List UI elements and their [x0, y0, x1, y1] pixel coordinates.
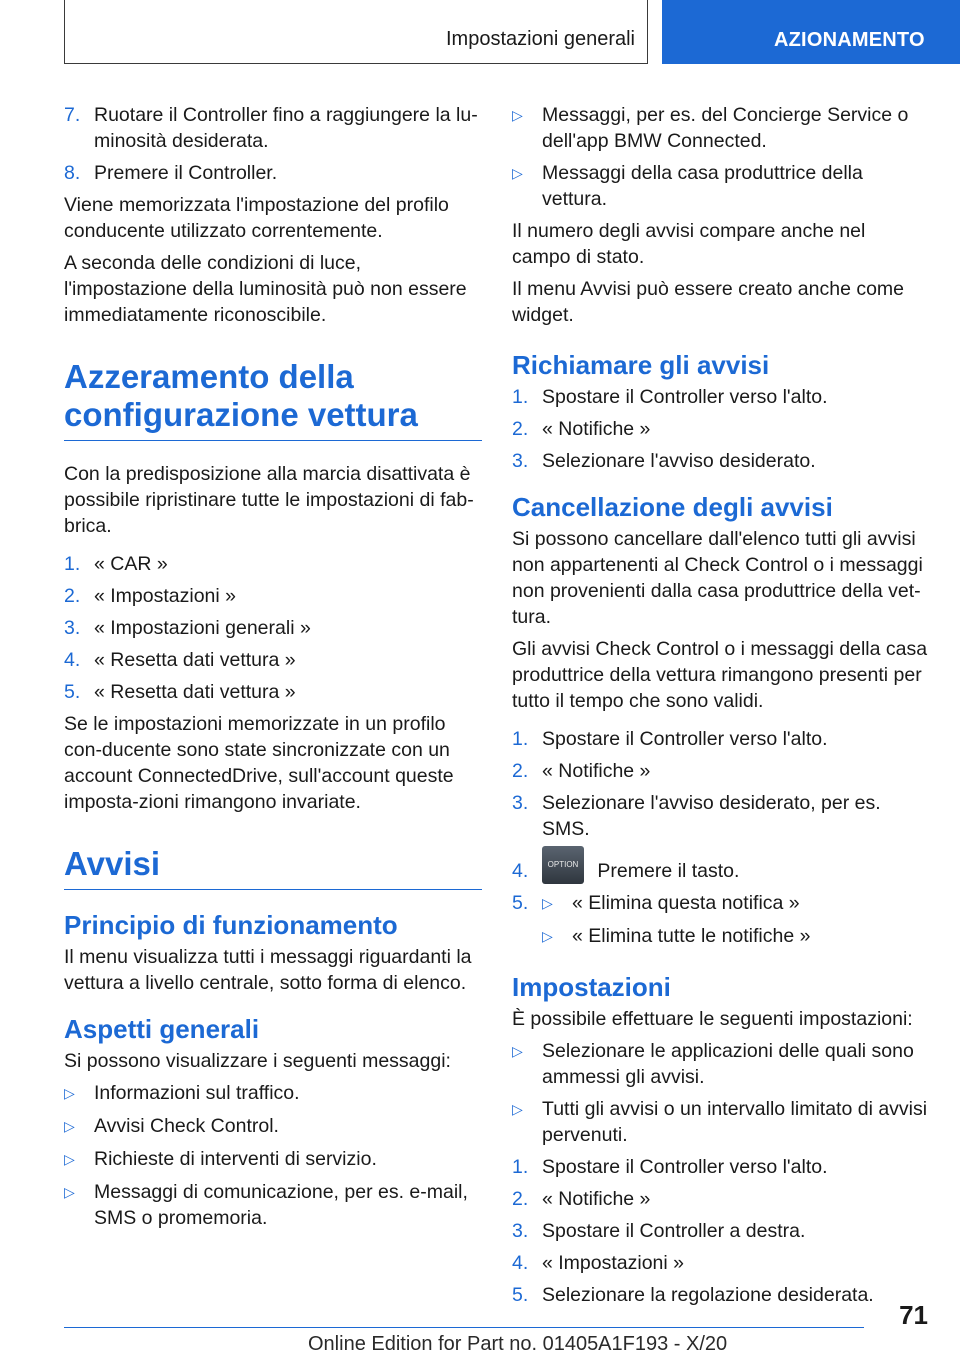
heading-aspetti: Aspetti generali [64, 1014, 260, 1044]
step-number: 5. [512, 1284, 529, 1306]
heading-reset-block [64, 358, 482, 441]
heading-impostazioni: Impostazioni [512, 972, 671, 1002]
step-text: « Impostazioni generali » [94, 617, 311, 639]
triangle-bullet-icon: ▷ [64, 1184, 75, 1200]
bullet-text: Messaggi di comunicazione, per es. e-mail, SMS o promemoria. [94, 1181, 468, 1229]
heading-avvisi-block [64, 845, 482, 890]
header-chapter-tab [662, 0, 960, 64]
page-number: 71 [899, 1300, 928, 1330]
list-item [512, 416, 928, 442]
step-text: Selezionare la regolazione desiderata. [542, 1284, 874, 1306]
paragraph: Il menu visualizza tutti i messaggi riguardanti la vettura a livello centrale, sotto forma di elenco. [64, 946, 472, 994]
step-number: 5. [64, 681, 81, 703]
list-item [64, 679, 482, 705]
paragraph: A seconda delle condizioni di luce, l'impostazione della luminosità può non essere immediatamente riconoscibile. [64, 252, 467, 326]
step-number: 3. [512, 792, 529, 814]
paragraph: Il menu Avvisi può essere creato anche come widget. [512, 278, 905, 326]
footer-edition: Online Edition for Part no. 01405A1F193 - X/20 [308, 1333, 728, 1355]
list-item [512, 1096, 928, 1148]
step-number: 4. [512, 860, 529, 882]
bullet-text: Avvisi Check Control. [94, 1115, 279, 1137]
list-item [512, 102, 928, 154]
bullet-text: Messaggi, per es. del Concierge Service o dell'app BMW Connected. [542, 104, 909, 152]
list-item [64, 160, 482, 186]
heading-cancellazione: Cancellazione degli avvisi [512, 492, 833, 522]
step-text: « Resetta dati vettura » [94, 681, 296, 703]
list-item [512, 1154, 928, 1180]
paragraph: Con la predisposizione alla marcia disattivata è possibile ripristinare tutte le impostazioni di fab-brica. [64, 463, 474, 537]
triangle-bullet-icon: ▷ [512, 165, 523, 181]
list-item [64, 615, 482, 641]
step-number: 2. [512, 760, 529, 782]
step-text: « Impostazioni » [94, 585, 236, 607]
right-column [512, 102, 928, 1314]
step-number: 2. [64, 585, 81, 607]
step-text-label: Premere il tasto. [597, 860, 740, 882]
step-text: Spostare il Controller verso l'alto. [542, 386, 828, 408]
step-text: Selezionare l'avviso desiderato, per es. SMS. [542, 792, 881, 840]
list-item [512, 1186, 928, 1212]
step-text: « Notifiche » [542, 1188, 651, 1210]
sub-bullet-text: « Elimina questa notifica » [572, 892, 800, 914]
step-text [542, 858, 928, 884]
list-item [512, 726, 928, 752]
step-text: « Notifiche » [542, 418, 651, 440]
step-text: « CAR » [94, 553, 168, 575]
step-text: « Notifiche » [542, 760, 651, 782]
step-text: « Resetta dati vettura » [94, 649, 296, 671]
step-number: 4. [64, 649, 81, 671]
list-item [64, 102, 482, 154]
step-number: 3. [64, 617, 81, 639]
sub-bullet-text: « Elimina tutte le notifiche » [572, 925, 811, 947]
paragraph: Si possono visualizzare i seguenti messaggi: [64, 1050, 451, 1072]
triangle-bullet-icon: ▷ [512, 1101, 523, 1117]
heading-reset: Azzeramento della configurazione vettura [64, 358, 418, 433]
triangle-bullet-icon: ▷ [542, 895, 553, 911]
step-number: 1. [512, 728, 529, 750]
paragraph: Se le impostazioni memorizzate in un profilo con-ducente sono state sincronizzate con un account ConnectedDrive, sull'account queste imposta-zioni rimangono invariate. [64, 713, 454, 813]
list-item [512, 448, 928, 474]
header-section-title: Impostazioni generali [446, 28, 635, 50]
step-number: 1. [512, 1156, 529, 1178]
paragraph: È possibile effettuare le seguenti impostazioni: [512, 1008, 913, 1030]
list-item [512, 790, 928, 842]
list-item [512, 1282, 928, 1308]
footer-divider [64, 1327, 864, 1328]
paragraph: Gli avvisi Check Control o i messaggi della casa produttrice della vettura rimangono presenti per tutto il tempo che sono validi. [512, 638, 928, 712]
paragraph: Il numero degli avvisi compare anche nel campo di stato. [512, 220, 866, 268]
step-text: Spostare il Controller verso l'alto. [542, 1156, 828, 1178]
option-button-icon: OPTION [542, 846, 584, 884]
list-item [64, 1080, 482, 1107]
bullet-text: Messaggi della casa produttrice della vettura. [542, 162, 863, 210]
list-item [512, 1218, 928, 1244]
triangle-bullet-icon: ▷ [512, 1043, 523, 1059]
step-number: 5. [512, 892, 529, 914]
triangle-bullet-icon: ▷ [64, 1085, 75, 1101]
triangle-bullet-icon: ▷ [512, 107, 523, 123]
list-item [64, 1179, 482, 1231]
step-text: Premere il Controller. [94, 162, 278, 184]
heading-principio: Principio di funzionamento [64, 910, 398, 940]
list-item [64, 647, 482, 673]
list-item [512, 384, 928, 410]
step-text: « Impostazioni » [542, 1252, 684, 1274]
step-number: 2. [512, 1188, 529, 1210]
step-number: 8. [64, 162, 81, 184]
heading-avvisi: Avvisi [64, 845, 161, 882]
list-item [512, 890, 928, 950]
step-number: 7. [64, 104, 81, 126]
list-item [64, 1146, 482, 1173]
triangle-bullet-icon: ▷ [542, 928, 553, 944]
list-item [512, 1250, 928, 1276]
paragraph: Viene memorizzata l'impostazione del profilo conducente utilizzato correntemente. [64, 194, 449, 242]
bullet-text: Tutti gli avvisi o un intervallo limitato di avvisi pervenuti. [542, 1098, 928, 1146]
step-number: 1. [64, 553, 81, 575]
step-number: 2. [512, 418, 529, 440]
step-text: Spostare il Controller verso l'alto. [542, 728, 828, 750]
step-number: 4. [512, 1252, 529, 1274]
list-item [512, 758, 928, 784]
sub-list [542, 890, 928, 950]
step-text: Selezionare l'avviso desiderato. [542, 450, 816, 472]
list-item [512, 1038, 928, 1090]
bullet-text: Selezionare le applicazioni delle quali sono ammessi gli avvisi. [542, 1040, 914, 1088]
triangle-bullet-icon: ▷ [64, 1118, 75, 1134]
heading-richiamare: Richiamare gli avvisi [512, 350, 770, 380]
step-number: 1. [512, 386, 529, 408]
list-item [512, 858, 928, 884]
bullet-text: Informazioni sul traffico. [94, 1082, 300, 1104]
paragraph: Si possono cancellare dall'elenco tutti gli avvisi non appartenenti al Check Control o i messaggi non provenienti dalla casa produttrice della vet-tura. [512, 528, 923, 628]
left-column [64, 102, 482, 1237]
step-text: Ruotare il Controller fino a raggiungere la lu-minosità desiderata. [94, 104, 478, 152]
step-text: Spostare il Controller a destra. [542, 1220, 806, 1242]
list-item [64, 1113, 482, 1140]
header-section-box [64, 0, 648, 64]
step-number: 3. [512, 450, 529, 472]
list-item [64, 551, 482, 577]
list-item [64, 583, 482, 609]
bullet-text: Richieste di interventi di servizio. [94, 1148, 377, 1170]
step-number: 3. [512, 1220, 529, 1242]
triangle-bullet-icon: ▷ [64, 1151, 75, 1167]
header-chapter-label: AZIONAMENTO [774, 29, 925, 51]
list-item [512, 160, 928, 212]
